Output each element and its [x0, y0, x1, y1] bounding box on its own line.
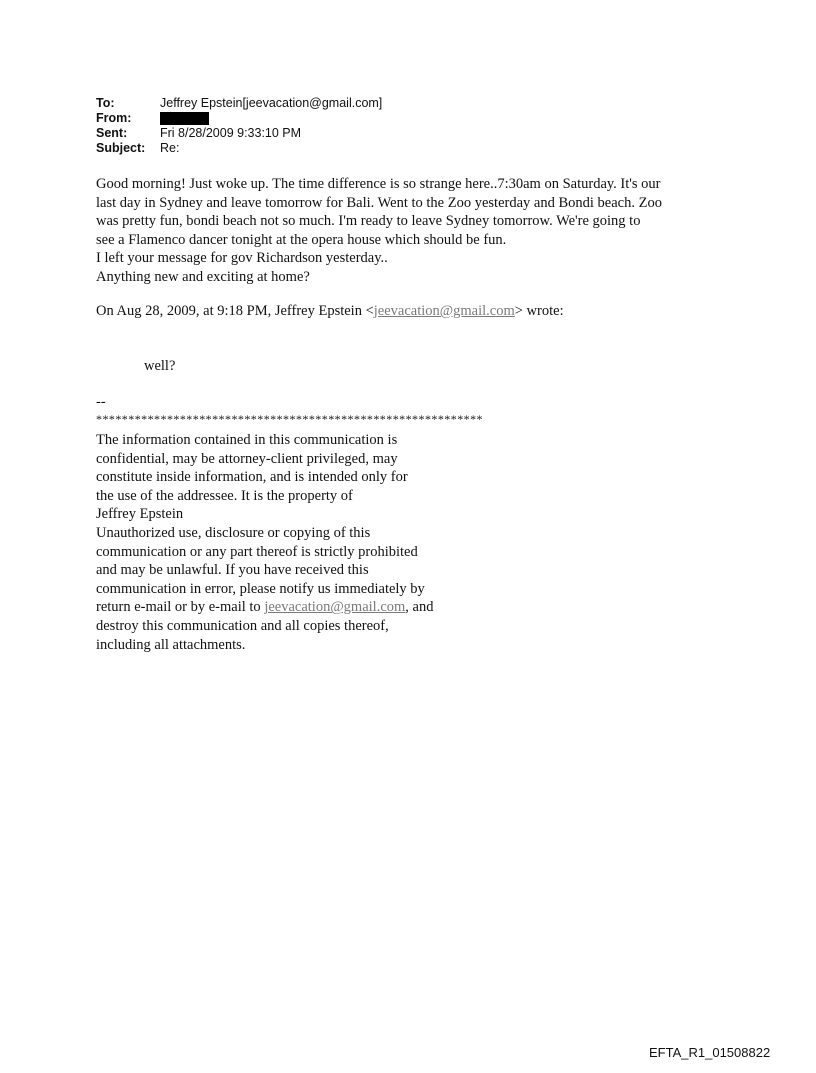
message-body	[96, 175, 756, 287]
disclaimer-return-text: return e-mail or by e-mail to	[96, 599, 265, 616]
disclaimer-line: destroy this communication and all copies thereof,	[96, 617, 389, 634]
quote-intro-suffix: > wrote:	[514, 303, 564, 319]
sent-label: Sent:	[96, 126, 128, 140]
document-id: EFTA_R1_01508822	[649, 1045, 771, 1060]
disclaimer-line: and may be unlawful. If you have received this	[96, 562, 369, 579]
quote-intro-text: On Aug 28, 2009, at 9:18 PM, Jeffrey Epstein <	[96, 303, 374, 319]
subject-row	[96, 141, 382, 156]
disclaimer-line: Jeffrey Epstein	[96, 506, 184, 523]
disclaimer-line: Unauthorized use, disclosure or copying of this	[96, 524, 371, 541]
from-label: From:	[96, 111, 132, 125]
disclaimer-line: confidential, may be attorney-client privileged, may	[96, 450, 398, 467]
message-line: I left your message for gov Richardson yesterday..	[96, 250, 388, 267]
disclaimer-line: constitute inside information, and is intended only for	[96, 469, 408, 486]
message-line: see a Flamenco dancer tonight at the opera house which should be fun.	[96, 231, 507, 248]
to-value: Jeffrey Epstein[jeevacation@gmail.com]	[160, 96, 383, 110]
message-line: Anything new and exciting at home?	[96, 268, 310, 285]
disclaimer-email-link[interactable]: jeevacation@gmail.com	[264, 599, 406, 616]
to-label: To:	[96, 96, 115, 110]
to-row	[96, 96, 382, 111]
message-line: was pretty fun, bondi beach not so much. I'm ready to leave Sydney tomorrow. We're going to	[96, 213, 641, 230]
sent-value: Fri 8/28/2009 9:33:10 PM	[160, 126, 302, 140]
sent-row	[96, 126, 382, 141]
disclaimer-line: including all attachments.	[96, 636, 246, 653]
signature-dash: --	[96, 394, 106, 410]
quoted-message: well?	[144, 358, 176, 374]
redaction-box	[160, 112, 209, 125]
disclaimer-return-suffix: , and	[405, 599, 434, 616]
quote-intro	[96, 302, 564, 321]
quote-email-link[interactable]: jeevacation@gmail.com	[373, 303, 515, 319]
signature-stars: ************************************************************	[96, 412, 483, 426]
from-row	[96, 111, 382, 126]
disclaimer-return-line	[96, 598, 496, 617]
confidentiality-disclaimer	[96, 431, 496, 654]
disclaimer-line: communication in error, please notify us immediately by	[96, 580, 425, 597]
subject-label: Subject:	[96, 141, 146, 155]
email-header	[96, 96, 382, 156]
disclaimer-line: the use of the addressee. It is the property of	[96, 487, 353, 504]
subject-value: Re:	[160, 141, 180, 155]
message-line: last day in Sydney and leave tomorrow for Bali. Went to the Zoo yesterday and Bondi beach. Zoo	[96, 194, 662, 211]
message-line: Good morning! Just woke up. The time difference is so strange here..7:30am on Saturday. It's our	[96, 176, 661, 192]
disclaimer-line: The information contained in this communication is	[96, 432, 398, 448]
disclaimer-line: communication or any part thereof is strictly prohibited	[96, 543, 418, 560]
